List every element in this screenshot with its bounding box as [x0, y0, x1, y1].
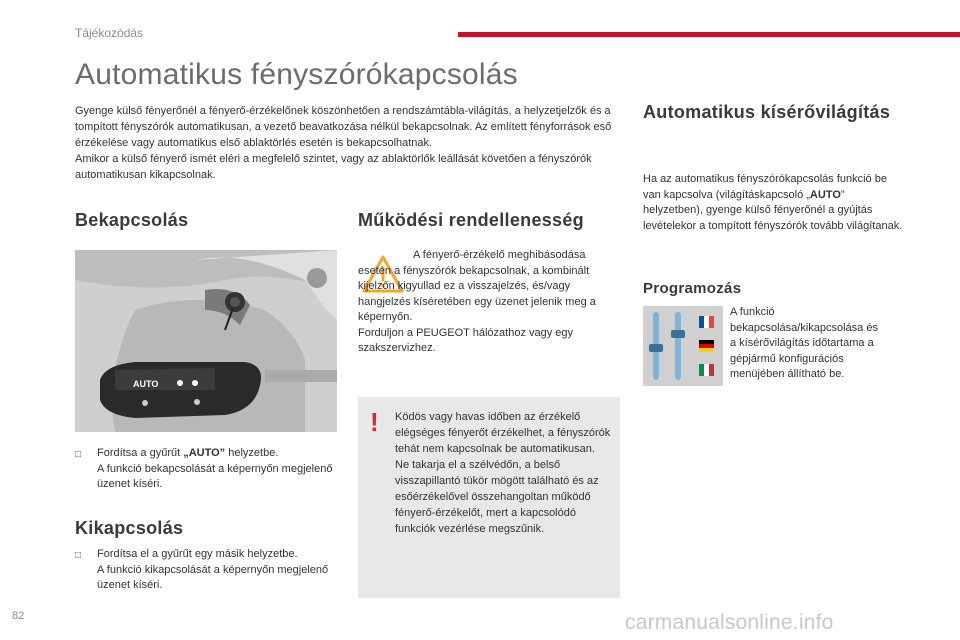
kiserovilagitas-text-suffix: ” helyzetben), gyenge külső fényerőnél a gyújtás levételekor a tompított fényszórók tovább világítanak.	[643, 188, 903, 232]
kikapcsolas-bullet	[75, 547, 335, 594]
mukodesi-text	[358, 248, 608, 357]
notice-text-2: Ne takarja el a szélvédőn, a belső visszapillantó tükör mögött található és az esőérzékelővel összehangoltan működő fényerő-érzékelőt, mert a kapcsolódó funkciók vezérlése megszűnik.	[395, 459, 599, 535]
switch-auto-label: AUTO	[133, 379, 159, 389]
header-accent-bar	[458, 32, 960, 37]
light-switch-illustration	[75, 250, 337, 432]
bekapcsolas-bullet-prefix: Fordítsa a gyűrűt	[97, 447, 184, 459]
kikapcsolas-bullet-line1: Fordítsa el a gyűrűt egy másik helyzetbe.	[97, 548, 298, 560]
programozas-text-content: A funkció bekapcsolása/kikapcsolása és a kísérővilágítás időtartama a gépjármű konfigurációs menüjében állítható be.	[730, 306, 878, 380]
kikapcsolas-bullet-line2: A funkció kikapcsolását a képernyőn megjelenő üzenet kíséri.	[97, 563, 329, 591]
light-switch-photo	[75, 250, 337, 432]
bekapcsolas-bullet-suffix: helyzetbe.	[225, 447, 279, 459]
watermark: carmanualsonline.info	[625, 611, 834, 634]
notice-text-1: Ködös vagy havas időben az érzékelő elégséges fényerőt érzékelhet, a fényszórók tehát nem kapcsolnak be automatikusan.	[395, 411, 611, 455]
kiserovilagitas-heading: Automatikus kísérővilágítás	[643, 102, 891, 122]
page-number: 82	[12, 610, 25, 622]
mukodesi-text-1: A fényerő-érzékelő meghibásodása esetén a fényszórók bekapcsolnak, a kombinált kijelzőn kigyullad ez a visszajelzés, és/vagy hangjelzés kíséretében egy üzenet jelenik meg a képernyőn.	[358, 249, 596, 323]
notice-box	[358, 397, 620, 598]
bekapcsolas-bullet-line2: A funkció bekapcsolását a képernyőn megjelenő üzenet kíséri.	[97, 462, 333, 490]
intro-paragraph-2: Amikor a külső fényerő ismét eléri a megfelelő szintet, vagy az ablaktörlők leállását követően a fényszórók automatikusan kikapcsolnak.	[75, 153, 592, 181]
bekapcsolas-bullet-bold: „AUTO”	[183, 447, 226, 459]
page-title: Automatikus fényszórókapcsolás	[75, 58, 518, 91]
kiserovilagitas-text-bold: AUTO	[809, 188, 841, 201]
section-label: Tájékozódás	[75, 26, 144, 40]
bullet-marker: □	[75, 449, 82, 460]
intro-paragraph-1: Gyenge külső fényerőnél a fényerő-érzékelőnek köszönhetően a rendszámtábla-világítás, a helyzetjelzők és a tompított fényszórók automatikusan, a vezető beavatkozása nélkül bekapcsolnak. Az említett fényforrások eső érzékelése vagy automatikus első ablaktörlés esetén is bekapcsolhatnak.	[75, 105, 612, 149]
intro-text	[75, 103, 625, 183]
exclamation-icon: !	[370, 407, 379, 437]
bekapcsolas-bullet	[75, 446, 335, 493]
kikapcsolas-heading: Kikapcsolás	[75, 518, 184, 538]
bekapcsolas-heading: Bekapcsolás	[75, 210, 189, 230]
mukodesi-heading: Működési rendellenesség	[358, 210, 584, 230]
kiserovilagitas-text-prefix: Ha az automatikus fényszórókapcsolás funkció be van kapcsolva (világításkapcsoló „	[643, 173, 887, 201]
programozas-heading: Programozás	[643, 280, 742, 297]
settings-sliders-icon	[643, 306, 723, 386]
configuration-menu-image	[643, 306, 723, 386]
bullet-marker: □	[75, 550, 82, 561]
mukodesi-text-2: Forduljon a PEUGEOT hálózathoz vagy egy szakszervizhez.	[358, 326, 574, 354]
programozas-text	[730, 305, 880, 383]
kiserovilagitas-text	[643, 172, 905, 234]
